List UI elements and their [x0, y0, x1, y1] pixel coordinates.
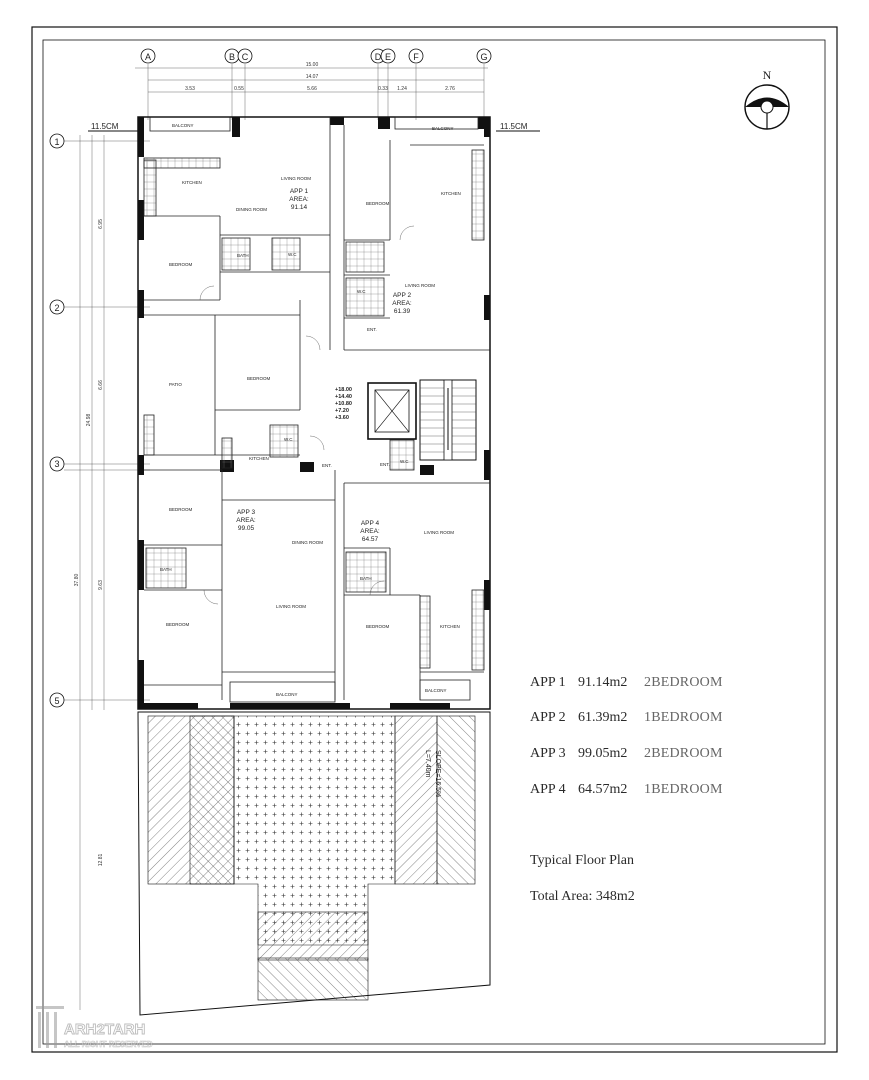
- level-5: +3.60: [335, 415, 349, 421]
- grid-bubble-c: [238, 49, 252, 63]
- grid-bubble-2: [50, 300, 64, 314]
- dim-left-4: 12.81: [98, 853, 104, 867]
- room-patio: PATIO: [169, 382, 182, 387]
- app1-area: 91.14: [290, 204, 308, 211]
- street-marker-left: [88, 122, 138, 131]
- legend-area: 99.05m2: [578, 746, 628, 761]
- stair-core: [368, 380, 476, 460]
- grid-bubble-1: [50, 134, 64, 148]
- room-kitchen-3: KITCHEN: [249, 456, 269, 461]
- room-wc-4: W.C: [400, 459, 409, 464]
- legend-area: 64.57m2: [578, 782, 628, 797]
- room-kitchen-4: KITCHEN: [440, 624, 460, 629]
- app2-area: 61.39: [393, 308, 411, 315]
- room-bedroom-5: BEDROOM: [166, 622, 190, 627]
- legend-row: [530, 782, 723, 798]
- app3-area-label: AREA:: [236, 517, 256, 524]
- room-balcony-4: BALCONY: [425, 688, 447, 693]
- dim-top-5: 1.24: [397, 86, 407, 92]
- total-area: Total Area: 348m2: [530, 889, 635, 904]
- svg-text:1: 1: [54, 137, 60, 147]
- legend-beds: 1BEDROOM: [644, 710, 723, 725]
- room-balcony-3: BALCONY: [276, 692, 298, 697]
- room-balcony-1: BALCONY: [172, 123, 194, 128]
- exterior-walls: [138, 117, 490, 709]
- room-bedroom-2: BEDROOM: [366, 201, 390, 206]
- ramp-length-label: L=7.40m: [424, 750, 431, 778]
- dim-top-2: 0.55: [234, 86, 244, 92]
- svg-text:5: 5: [54, 696, 60, 706]
- legend-area: 61.39m2: [578, 710, 628, 725]
- dim-left-1: 6.95: [98, 219, 104, 229]
- level-2: +14.40: [335, 394, 352, 400]
- left-grid-axes: [64, 135, 150, 1010]
- dim-left-total-b: 24.98: [86, 413, 92, 427]
- room-ent-2: ENT.: [322, 463, 332, 468]
- svg-text:3: 3: [54, 459, 60, 469]
- legend-beds: 1BEDROOM: [644, 782, 723, 797]
- legend-area: 91.14m2: [578, 675, 628, 690]
- grid-bubble-e: [381, 49, 395, 63]
- dim-left-3: 9.63: [98, 580, 104, 590]
- svg-text:11.5CM: 11.5CM: [500, 122, 528, 131]
- street-marker-right: [496, 122, 540, 131]
- grid-bubble-3: [50, 457, 64, 471]
- legend-beds: 2BEDROOM: [644, 746, 723, 761]
- svg-text:C: C: [241, 52, 249, 62]
- svg-text:F: F: [413, 52, 419, 62]
- inner-frame: [43, 40, 825, 1044]
- watermark-brand: ARH2TARH: [64, 1021, 146, 1038]
- legend-row: [530, 710, 723, 726]
- watermark-sub: ALL RIGHT RESERVED: [64, 1040, 153, 1049]
- room-dining-2: DINING ROOM: [292, 540, 323, 545]
- top-grid-axes: [135, 64, 488, 120]
- app1-name: APP 1: [289, 188, 309, 195]
- room-bedroom-6: BEDROOM: [366, 624, 390, 629]
- room-wc-1: W.C: [288, 252, 297, 257]
- svg-text:11.5CM: 11.5CM: [91, 122, 119, 131]
- grid-bubble-5: [50, 693, 64, 707]
- room-bath-1: BATH: [237, 253, 249, 258]
- svg-text:B: B: [228, 52, 236, 62]
- legend-apt: APP 4: [530, 782, 566, 797]
- svg-text:G: G: [480, 52, 488, 62]
- grid-bubble-g: [477, 49, 491, 63]
- dim-left-2: 6.66: [98, 380, 104, 390]
- grid-bubble-f: [409, 49, 423, 63]
- legend-apt: APP 1: [530, 675, 566, 690]
- app2-name: APP 2: [392, 292, 412, 299]
- room-balcony-2: BALCONY: [432, 126, 454, 131]
- legend-row: [530, 746, 723, 762]
- room-bedroom-4: BEDROOM: [169, 507, 193, 512]
- legend-apt: APP 3: [530, 746, 566, 761]
- room-living-2: LIVING ROOM: [405, 283, 436, 288]
- kitchen-counters: [144, 150, 484, 670]
- legend-row: [530, 675, 723, 691]
- grid-bubble-b: [225, 49, 239, 63]
- app3-name: APP 3: [236, 509, 256, 516]
- app4-area: 64.57: [361, 536, 379, 543]
- app1-area-label: AREA:: [289, 196, 309, 203]
- room-ent-1: ENT.: [367, 327, 377, 332]
- north-label: N: [762, 68, 772, 82]
- svg-text:A: A: [144, 52, 152, 62]
- app4-area-label: AREA:: [360, 528, 380, 535]
- room-ent-3: ENT.: [380, 462, 390, 467]
- ramp-slope-label: SLOPE=16.5%: [434, 750, 441, 798]
- svg-text:E: E: [384, 52, 392, 62]
- dim-inner-width: 14.07: [305, 74, 319, 80]
- svg-text:D: D: [374, 52, 382, 62]
- level-4: +7.20: [335, 408, 349, 414]
- watermark-logo: [36, 1006, 153, 1049]
- legend-beds: 2BEDROOM: [644, 675, 723, 690]
- room-bedroom-3: BEDROOM: [247, 376, 271, 381]
- room-bath-3: BATH: [360, 576, 372, 581]
- north-arrow-icon: [745, 68, 789, 129]
- plan-title: Typical Floor Plan: [530, 853, 635, 868]
- room-living-1: LIVING ROOM: [281, 176, 312, 181]
- legend-apt: APP 2: [530, 710, 566, 725]
- room-living-3: LIVING ROOM: [276, 604, 307, 609]
- room-living-4: LIVING ROOM: [424, 530, 455, 535]
- app2-area-label: AREA:: [392, 300, 412, 307]
- room-bedroom-1: BEDROOM: [169, 262, 193, 267]
- dim-overall-width: 15.00: [305, 62, 319, 68]
- room-wc-2: W.C: [357, 289, 366, 294]
- building-outline: [138, 117, 490, 709]
- dim-top-6: 2.76: [445, 86, 455, 92]
- grid-bubble-a: [141, 49, 155, 63]
- room-dining-1: DINING ROOM: [236, 207, 267, 212]
- app4-name: APP 4: [360, 520, 380, 527]
- room-bath-2: BATH: [160, 567, 172, 572]
- svg-text:2: 2: [54, 303, 60, 313]
- level-3: +10.80: [335, 401, 352, 407]
- room-kitchen-2: KITCHEN: [441, 191, 461, 196]
- dim-top-3: 5.66: [307, 86, 317, 92]
- app3-area: 99.05: [237, 525, 255, 532]
- dim-top-4: 0.33: [378, 86, 388, 92]
- dim-top-1: 3.53: [185, 86, 195, 92]
- interior-walls: [144, 117, 490, 700]
- room-kitchen-1: KITCHEN: [182, 180, 202, 185]
- level-1: +18.00: [335, 387, 352, 393]
- dim-left-total: 37.80: [74, 573, 80, 587]
- room-wc-3: W.C: [284, 437, 293, 442]
